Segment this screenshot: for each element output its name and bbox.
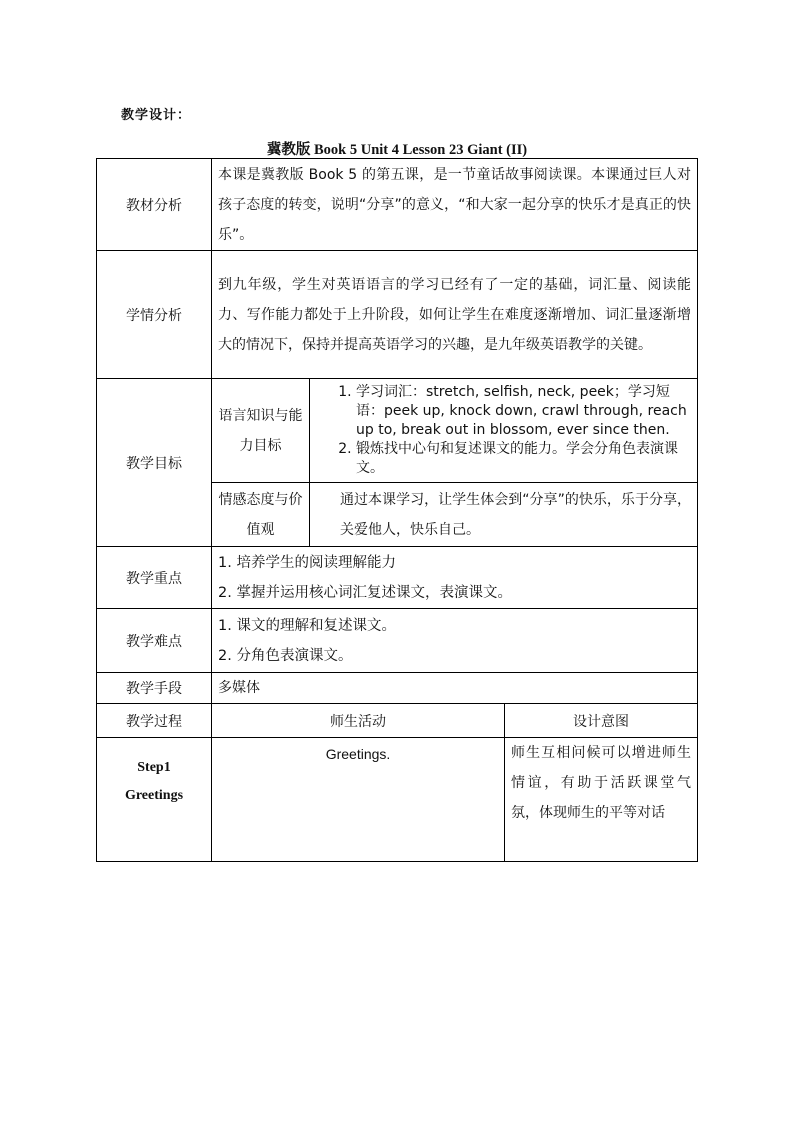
row-teaching-means	[97, 673, 698, 704]
label-teaching-means: 教学手段	[97, 673, 212, 704]
row-key-points	[97, 547, 698, 609]
teaching-means-text: 多媒体	[212, 673, 698, 704]
knowledge-goal-item: 1. 学习词汇：stretch, selfish, neck, peek；学习短语：peek up, knock down, crawl through, reach up to, break out in blossom, ever since then.	[356, 383, 691, 440]
student-analysis-text: 到九年级，学生对英语语言的学习已经有了一定的基础，词汇量、阅读能力、写作能力都处于上升阶段，如何让学生在难度逐渐增加、词汇量逐渐增大的情况下，保持并提高英语学习的兴趣，是九年级英语教学的关键。	[212, 251, 698, 379]
label-attitude-values	[212, 483, 310, 547]
step1-activity: Greetings.	[212, 738, 505, 862]
row-process-header	[97, 704, 698, 738]
knowledge-label-text: 语言知识与能力目标	[218, 407, 303, 454]
step1-intent: 师生互相问候可以增进师生情谊，有助于活跃课堂气氛，体现师生的平等对话	[505, 738, 698, 862]
section-heading: 教学设计：	[121, 108, 192, 123]
page-title: 冀教版 Book 5 Unit 4 Lesson 23 Giant (II)	[266, 142, 528, 158]
attitude-goal-text: 通过本课学习，让学生体会到“分享”的快乐，乐于分享，关爱他人，快乐自己。	[310, 483, 698, 547]
difficulties-list	[212, 609, 698, 673]
header-activities: 师生活动	[212, 704, 505, 738]
label-teaching-process: 教学过程	[97, 704, 212, 738]
lesson-plan-table	[96, 158, 698, 862]
label-student-analysis: 学情分析	[97, 251, 212, 379]
header-design-intent: 设计意图	[505, 704, 698, 738]
row-goals-knowledge	[97, 379, 698, 483]
row-difficulties	[97, 609, 698, 673]
knowledge-goals	[310, 379, 698, 483]
key-point-item: 2. 掌握并运用核心词汇复述课文，表演课文。	[218, 584, 512, 601]
difficulty-item: 1. 课文的理解和复述课文。	[218, 617, 396, 634]
label-knowledge-ability	[212, 379, 310, 483]
label-material-analysis: 教材分析	[97, 159, 212, 251]
row-step1	[97, 738, 698, 862]
label-teaching-goals: 教学目标	[97, 379, 212, 547]
difficulty-item: 2. 分角色表演课文。	[218, 647, 353, 664]
row-material-analysis	[97, 159, 698, 251]
step1-label-line2: Greetings	[124, 788, 184, 803]
label-difficulties: 教学难点	[97, 609, 212, 673]
row-student-analysis	[97, 251, 698, 379]
step1-label-line1: Step1	[137, 760, 171, 775]
knowledge-goal-item: 2. 锻炼找中心句和复述课文的能力。学会分角色表演课文。	[356, 440, 691, 478]
key-point-item: 1. 培养学生的阅读理解能力	[218, 554, 396, 571]
label-key-points: 教学重点	[97, 547, 212, 609]
step1-label	[97, 738, 212, 862]
key-points-list	[212, 547, 698, 609]
material-analysis-text: 本课是冀教版 Book 5 的第五课，是一节童话故事阅读课。本课通过巨人对孩子态度的转变，说明“分享”的意义，“和大家一起分享的快乐才是真正的快乐”。	[212, 159, 698, 251]
attitude-label-text: 情感态度与价值观	[218, 491, 303, 538]
